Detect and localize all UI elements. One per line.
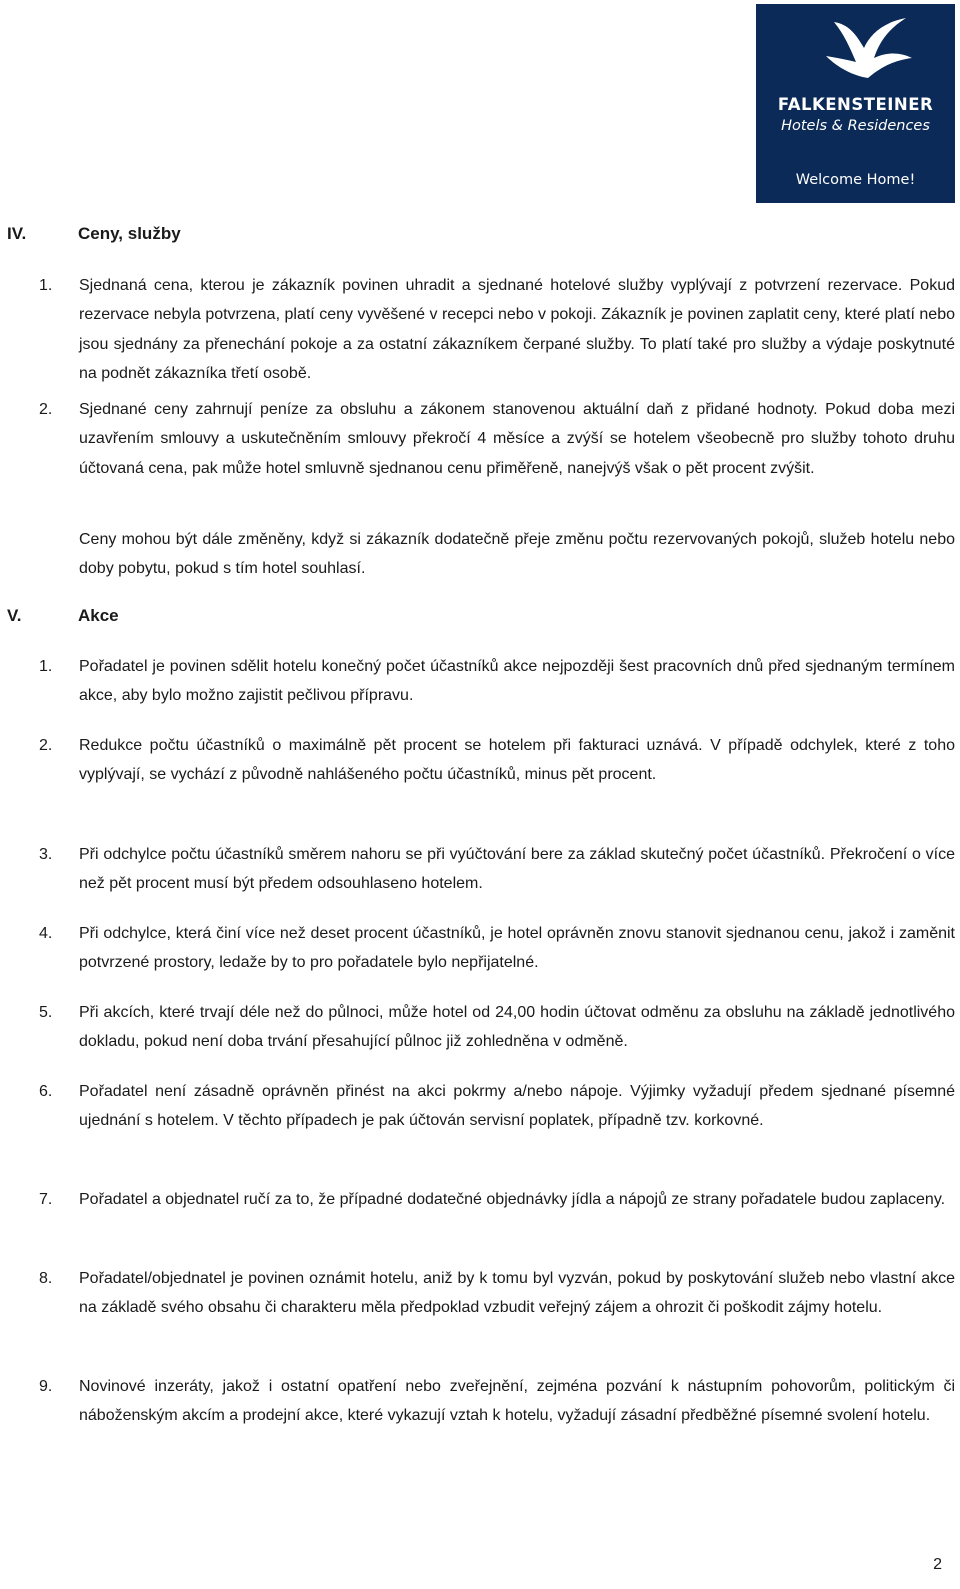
logo-subtitle: Hotels & Residences [781, 118, 930, 134]
logo-slogan: Welcome Home! [795, 172, 916, 188]
item-number: 1. [39, 658, 53, 675]
item-number: 8. [39, 1270, 53, 1287]
item-text: Pořadatel je povinen sdělit hotelu konečný počet účastníků akce nejpozději šest pracovních dnů před sjednaným termínem akce, aby bylo možno zajistit pečlivou přípravu. [79, 658, 955, 705]
item-number: 9. [39, 1378, 53, 1395]
item-text: Sjednané ceny zahrnují peníze za obsluhu a zákonem stanovenou aktuální daň z přidané hodnoty. Pokud doba mezi uzavřením smlouvy a uskutečněním smlouvy překročí 4 měsíce a zvýší se hotelem všeobecně pro služby tohoto druhu účtovaná cena, pak může hotel smluvně sjednanou cenu přiměřeně, nanejvýš však o pět procent zvýšit. [79, 401, 955, 477]
item-number: 6. [39, 1083, 53, 1100]
item-number: 1. [39, 277, 53, 294]
item-number: 4. [39, 925, 53, 942]
item-text: Pořadatel není zásadně oprávněn přinést na akci pokrmy a/nebo nápoje. Výjimky vyžadují předem sjednané písemné ujednání s hotelem. V těchto případech je pak účtován servisní poplatek, případně tzv. korkovné. [79, 1083, 955, 1130]
item-number: 7. [39, 1191, 53, 1208]
item-number: 2. [39, 401, 53, 418]
section-number: V. [7, 606, 22, 625]
item-text: Pořadatel a objednatel ručí za to, že případné dodatečné objednávky jídla a nápojů ze strany pořadatele budou zaplaceny. [79, 1191, 946, 1208]
item-text: Sjednaná cena, kterou je zákazník povinen uhradit a sjednané hotelové služby vyplývají z potvrzení rezervace. Pokud rezervace nebyla potvrzena, platí ceny vyvěšené v recepci nebo v pokoji. Zákazník je povinen zaplatit ceny, které platí nebo jsou sjednány za přenechání pokoje a za ostatní zákazníkem čerpané služby. To platí také pro služby a výdaje poskytnuté na podnět zákazníka třetí osobě. [79, 277, 955, 382]
item-text: Pořadatel/objednatel je povinen oznámit hotelu, aniž by k tomu byl vyzván, pokud by poskytování služeb nebo vlastní akce na základě svého obsahu či charakteru měla předpoklad vzbudit veřejný zájem a ohrozit či poškodit zájmy hotelu. [79, 1270, 955, 1317]
item-text: Při odchylce, která činí více než deset procent účastníků, je hotel oprávněn znovu stanovit sjednanou cenu, jakož i zaměnit potvrzené prostory, ledaže by to pro pořadatele bylo nepřijatelné. [79, 925, 955, 972]
item-number: 3. [39, 846, 53, 863]
item-number: 2. [39, 737, 53, 754]
page-number: 2 [933, 1556, 942, 1573]
item-text: Redukce počtu účastníků o maximálně pět procent se hotelem při fakturaci uznává. V případě odchylek, které z toho vyplývají, se vychází z původně nahlášeného počtu účastníků, minus pět procent. [79, 737, 955, 784]
section-number: IV. [7, 224, 27, 243]
logo-brand: FALKENSTEINER [777, 95, 934, 114]
item-number: 5. [39, 1004, 53, 1021]
item-text: Při akcích, které trvají déle než do půlnoci, může hotel od 24,00 hodin účtovat odměnu za obsluhu na základě jednotlivého dokladu, pokud není doba trvání přesahující půlnoc již zohledněna v odměně. [79, 1004, 955, 1051]
falkensteiner-logo [756, 4, 955, 203]
paragraph: Ceny mohou být dále změněny, když si zákazník dodatečně přeje změnu počtu rezervovaných pokojů, služeb hotelu nebo doby pobytu, pokud s tím hotel souhlasí. [79, 531, 955, 578]
item-text: Při odchylce počtu účastníků směrem nahoru se při vyúčtování bere za základ skutečný počet účastníků. Překročení o více než pět procent musí být předem odsouhlaseno hotelem. [79, 846, 955, 893]
item-text: Novinové inzeráty, jakož i ostatní opatření nebo zveřejnění, zejména pozvání k nástupním pohovorům, politickým či náboženským akcím a prodejní akce, které vykazují vztah k hotelu, vyžadují zásadní předběžné písemné svolení hotelu. [79, 1378, 955, 1425]
section-title: Ceny, služby [78, 224, 181, 243]
section-title: Akce [78, 606, 119, 625]
